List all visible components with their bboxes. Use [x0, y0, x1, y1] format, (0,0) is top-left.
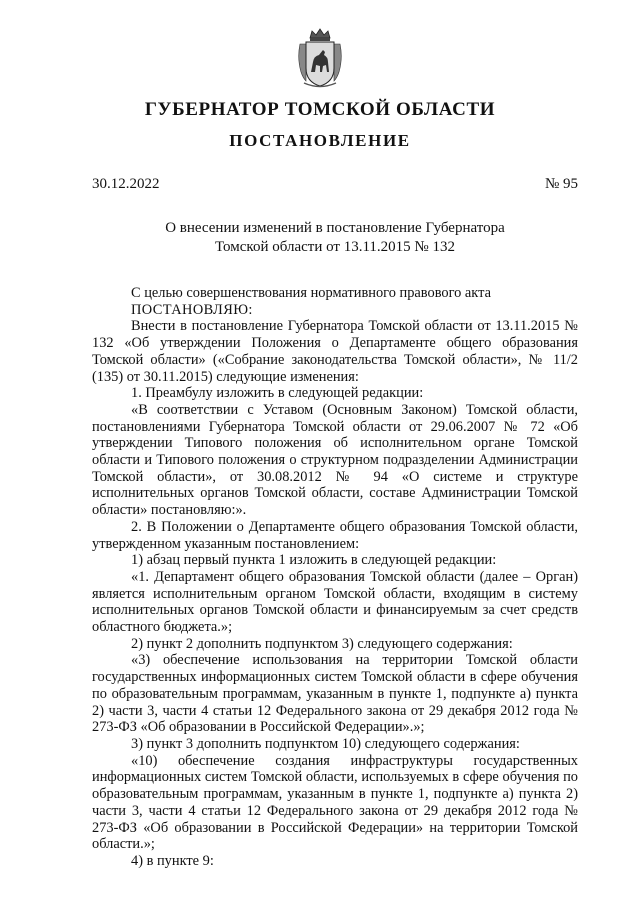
body-paragraph: 1. Преамбулу изложить в следующей редакции: — [131, 385, 424, 402]
body-paragraph: 1) абзац первый пункта 1 изложить в следующей редакции: — [131, 552, 497, 569]
document-meta — [92, 176, 578, 193]
body-paragraph: 2. В Положении о Департаменте общего образования Томской области, утвержденном указанным постановлением: — [92, 518, 578, 552]
body-paragraph: «10) обеспечение создания инфраструктуры государственных информационных систем Томской области, используемых в сфере обучения по образовательным программам, указанным в пункте 1, подпункте а) пункта 2) части 3, части 4 статьи 12 Федерального закона от 29 декабря 2012 года № 273-ФЗ «Об образовании в Российской Федерации» на территории Томской области.»; — [92, 752, 578, 853]
body-paragraph: 2) пункт 2 дополнить подпунктом 3) следующего содержания: — [131, 635, 513, 652]
body-paragraph: «1. Департамент общего образования Томской области (далее – Орган) является исполнительным органом Томской области, входящим в систему исполнительных органов Томской области и финансируемым за счет средств областного бюджета.»; — [92, 568, 578, 636]
body-paragraph: «3) обеспечение использования на территории Томской области государственных информационных систем Томской области в сфере обучения по образовательным программам, указанным в пункте 1, подпункте а) пункта 2) части 3, части 4 статьи 12 Федерального закона от 29 декабря 2012 года № 273-ФЗ «Об образовании в Российской Федерации».»; — [92, 652, 578, 736]
document-subject — [92, 219, 578, 257]
body-paragraph: 3) пункт 3 дополнить подпунктом 10) следующего содержания: — [131, 735, 520, 752]
governor-title: ГУБЕРНАТОР ТОМСКОЙ ОБЛАСТИ — [144, 99, 496, 120]
subject-line: Томской области от 13.11.2015 № 132 — [215, 239, 455, 255]
tomsk-coat-of-arms-icon — [297, 28, 343, 90]
body-paragraph: С целью совершенствования нормативного правового акта — [131, 285, 491, 301]
document-number: № 95 — [544, 176, 578, 192]
document-type: ПОСТАНОВЛЕНИЕ — [229, 131, 411, 150]
document-body — [92, 285, 578, 870]
document-date: 30.12.2022 — [92, 176, 160, 192]
body-paragraph: ПОСТАНОВЛЯЮ: — [131, 301, 253, 318]
body-paragraph: 4) в пункте 9: — [131, 852, 214, 869]
body-paragraph: «В соответствии с Уставом (Основным Законом) Томской области, постановлениями Губернатора Томской области от 29.06.2007 № 72 «Об утверждении Типового положения об исполнительном органе Томской области и Типового положения о структурном подразделении Администрации Томской области», от 30.08.2012 № 94 «О системе и структуре исполнительных органов Томской области, составе Администрации Томской области» постановляю:». — [92, 401, 578, 519]
subject-line: О внесении изменений в постановление Губернатора — [165, 220, 505, 236]
body-paragraph: Внести в постановление Губернатора Томской области от 13.11.2015 № 132 «Об утверждении Положения о Департаменте общего образования Томской области» («Собрание законодательства Томской области», № 11/2 (135) от 30.11.2015) следующие изменения: — [92, 318, 578, 385]
